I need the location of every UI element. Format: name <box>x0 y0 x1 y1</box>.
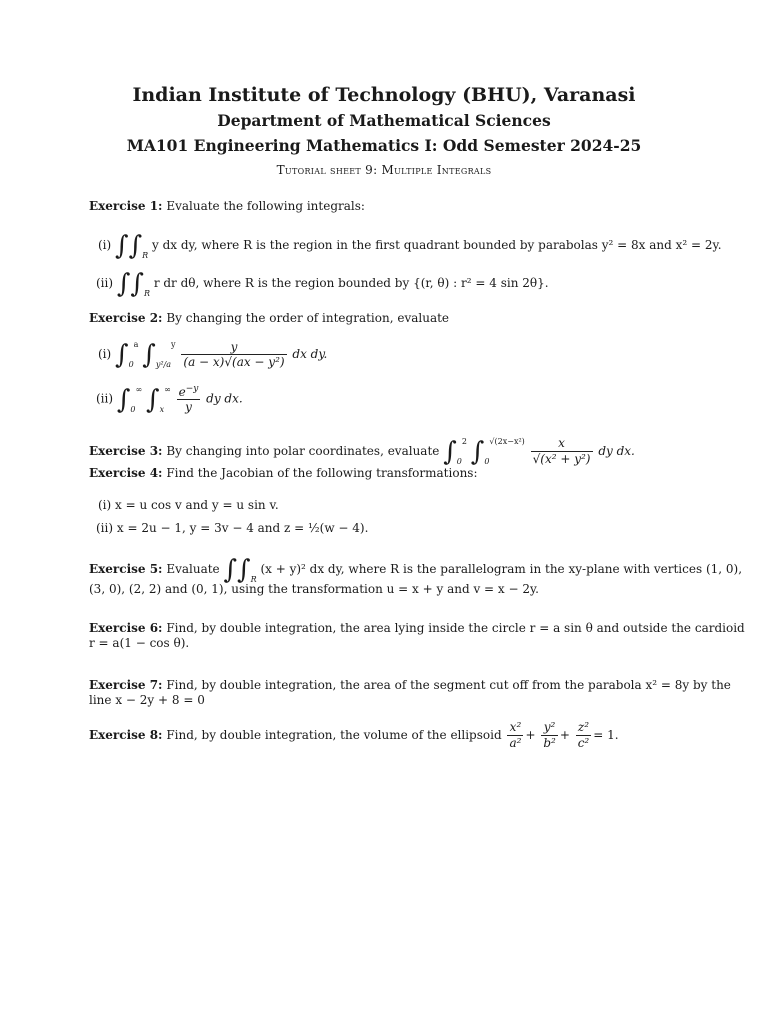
double-integral-symbol: ∫∫ <box>115 231 143 261</box>
exercise-8: Exercise 8: Find, by double integration, the volume of the ellipsoid $\frac{\text{x²}}{\text{a²}}$ + $\frac{\text{y²}}{\text{b²}}$ + $\frac{\text{z²}}{\text{c²}}$ = 1. <box>89 720 619 750</box>
exercise-4-text: Find the Jacobian of the following transformations: <box>166 466 478 480</box>
exercise-5-text-a: Evaluate <box>166 562 220 576</box>
exercise-4 <box>89 466 478 481</box>
exercise-3-text: By changing into polar coordinates, evaluate <box>166 444 440 458</box>
sheet-title: Tutorial sheet 9: Multiple Integrals <box>276 163 492 177</box>
exercise-2-label: Exercise 2: <box>89 311 163 325</box>
exercise-5-text-b: (x + y)² dx dy, where R is the parallelogram in the xy-plane with vertices (1, 0), <box>260 562 743 576</box>
exercise-6-text-a: Find, by double integration, the area lying inside the circle r = a sin θ and outside the cardioid <box>166 621 745 635</box>
exercise-1-ii-num: (ii) <box>96 276 114 290</box>
exercise-4-label: Exercise 4: <box>89 466 163 480</box>
course-title: MA101 Engineering Mathematics I: Odd Semester 2024-25 <box>126 136 642 155</box>
exercise-4-i-text: x = u cos v and y = u sin v. <box>115 498 279 512</box>
exercise-5: Exercise 5: Evaluate $\int\int_R$ (x + y)² dx dy, where R is the parallelogram in the xy-plane with vertices (1, 0), <box>89 555 743 585</box>
exercise-2-ii-num: (ii) <box>96 391 114 406</box>
exercise-8-label: Exercise 8: <box>89 728 163 742</box>
exercise-4-i-num: (i) <box>98 498 112 512</box>
exercise-5-label: Exercise 5: <box>89 562 163 576</box>
double-integral-symbol: ∫∫ <box>116 269 144 299</box>
exercise-6-label: Exercise 6: <box>89 621 163 635</box>
exercise-1-ii-text: r dr dθ, where R is the region bounded by {(r, θ) : r² = 4 sin 2θ}. <box>153 276 549 290</box>
exercise-1-i-text: y dx dy, where R is the region in the first quadrant bounded by parabolas y² = 8x and x² = 2y. <box>151 238 722 252</box>
exercise-2-i: (i) $\int_0^a$ $\int_{y^2/a}^y$ $\frac{y}{\text{(a − x)√(ax − y²)}}$ dx dy. <box>98 340 328 370</box>
exercise-7-text-a: Find, by double integration, the area of the segment cut off from the parabola x² = 8y by the <box>166 678 731 692</box>
exercise-2-ii: (ii) $\int_0^\infty$ $\int_x^\infty$ $\frac{e^{-y}}{y}$ dy dx. <box>96 384 243 415</box>
exercise-8-text: Find, by double integration, the volume of the ellipsoid <box>166 728 502 742</box>
exercise-1-i-num: (i) <box>98 238 112 252</box>
exercise-5-line-2: (3, 0), (2, 2) and (0, 1), using the transformation u = x + y and v = x − 2y. <box>89 582 539 596</box>
exercise-7-line-2: line x − 2y + 8 = 0 <box>89 693 205 707</box>
exercise-1 <box>89 199 365 214</box>
exercise-4-i <box>98 498 279 512</box>
exercise-7 <box>89 678 731 693</box>
department-title: Department of Mathematical Sciences <box>217 111 551 130</box>
institute-title: Indian Institute of Technology (BHU), Varanasi <box>132 84 636 106</box>
exercise-1-text: Evaluate the following integrals: <box>166 199 365 213</box>
exercise-7-label: Exercise 7: <box>89 678 163 692</box>
exercise-6-line-2: r = a(1 − cos θ). <box>89 636 190 650</box>
exercise-4-ii <box>96 521 368 535</box>
exercise-4-ii-text: x = 2u − 1, y = 3v − 4 and z = ½(w − 4). <box>116 521 369 535</box>
exercise-4-ii-num: (ii) <box>96 521 114 535</box>
exercise-1-ii: (ii) $\int\int_R$ r dr dθ, where R is the region bounded by {(r, θ) : r² = 4 sin 2θ}. <box>96 269 549 299</box>
exercise-6 <box>89 621 745 636</box>
exercise-2-i-num: (i) <box>98 347 112 361</box>
exercise-3: Exercise 3: By changing into polar coordinates, evaluate $\int_0^2$ $\int_0^{√(2x-x^2)}$ $\frac{x}{\text{√(x² + y²)}}$ dy dx. <box>89 436 635 467</box>
exercise-1-i: (i) $\int\int_R$ y dx dy, where R is the region in the first quadrant bounded by parabolas y² = 8x and x² = 2y. <box>98 231 722 261</box>
exercise-3-label: Exercise 3: <box>89 444 163 458</box>
exercise-2-text: By changing the order of integration, evaluate <box>166 311 450 325</box>
exercise-2 <box>89 311 449 326</box>
exercise-1-label: Exercise 1: <box>89 199 163 213</box>
